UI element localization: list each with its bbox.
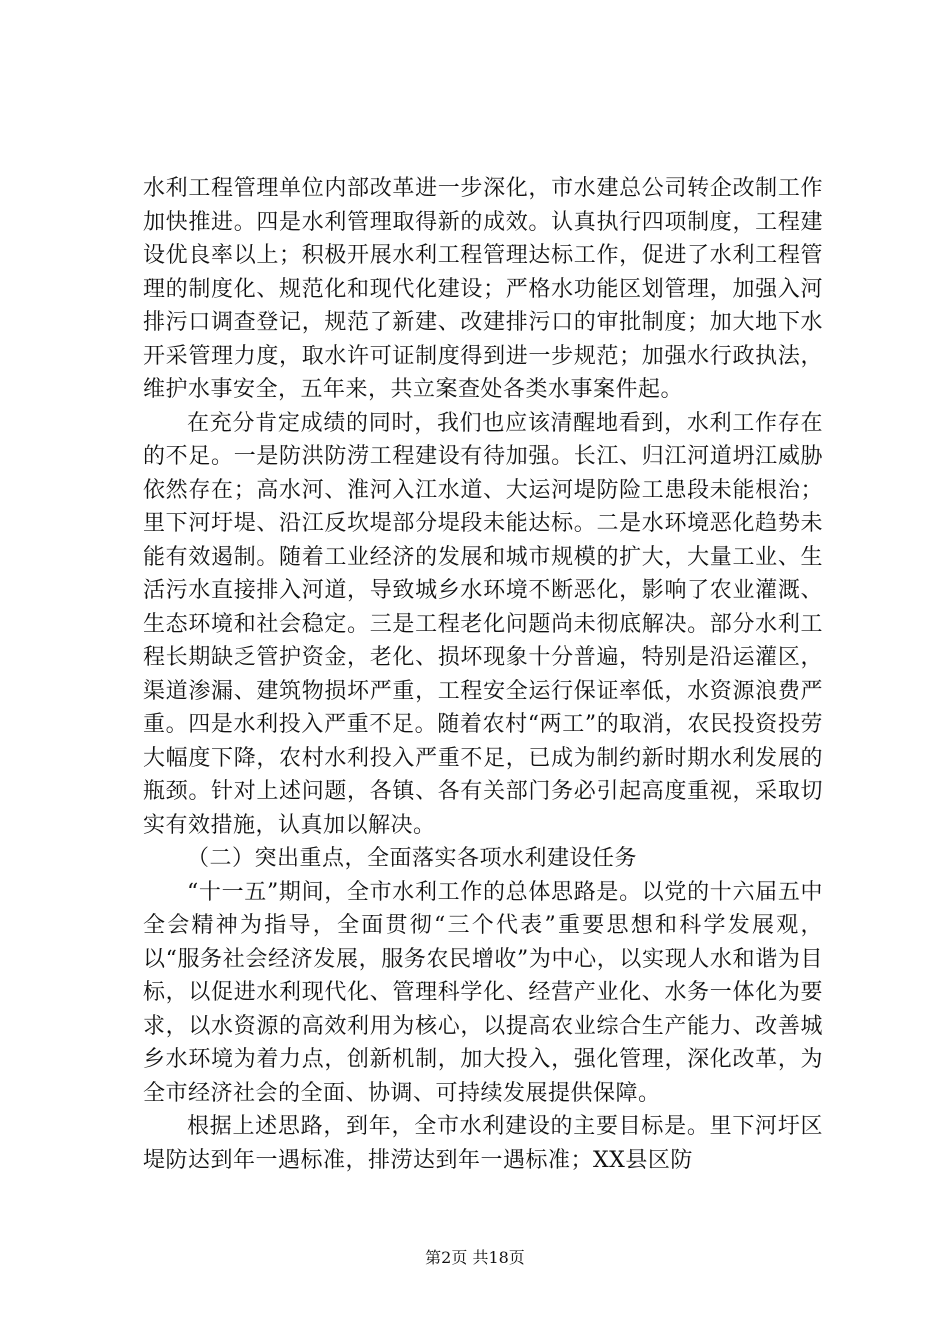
section-heading: （二）突出重点，全面落实各项水利建设任务 [187, 846, 638, 871]
paragraph-4: 根据上述思路，到年，全市水利建设的主要目标是。里下河圩区堤防达到年一遇标准，排涝达到年一遇标准；XX县区防 [143, 1114, 823, 1173]
document-body [143, 172, 823, 1177]
paragraph-3: “十一五”期间，全市水利工作的总体思路是。以党的十六届五中全会精神为指导，全面贯彻“三个代表”重要思想和科学发展观，以“服务社会经济发展，服务农民增收”为中心，以实现人水和谐为目标，以促进水利现代化、管理科学化、经营产业化、水务一体化为要求，以水资源的高效利用为核心，以提高农业综合生产能力、改善城乡水环境为着力点，创新机制，加大投入，强化管理，深化改革，为全市经济社会的全面、协调、可持续发展提供保障。 [143, 879, 823, 1106]
paragraph-2: 在充分肯定成绩的同时，我们也应该清醒地看到，水利工作存在的不足。一是防洪防涝工程建设有待加强。长江、归江河道坍江威胁依然存在；高水河、淮河入江水道、大运河堤防险工患段未能根治；里下河圩堤、沿江反坎堤部分堤段未能达标。二是水环境恶化趋势未能有效遏制。随着工业经济的发展和城市规模的扩大，大量工业、生活污水直接排入河道，导致城乡水环境不断恶化，影响了农业灌溉、生态环境和社会稳定。三是工程老化问题尚未彻底解决。部分水利工程长期缺乏管护资金，老化、损坏现象十分普遍，特别是沿运灌区，渠道渗漏、建筑物损坏严重，工程安全运行保证率低，水资源浪费严重。四是水利投入严重不足。随着农村“两工”的取消，农民投资投劳大幅度下降，农村水利投入严重不足，已成为制约新时期水利发展的瓶颈。针对上述问题，各镇、各有关部门务必引起高度重视，采取切实有效措施，认真加以解决。 [143, 410, 823, 838]
page-number-footer: 第2页 共18页 [425, 1248, 525, 1267]
paragraph-1: 水利工程管理单位内部改革进一步深化，市水建总公司转企改制工作加快推进。四是水利管理取得新的成效。认真执行四项制度，工程建设优良率以上；积极开展水利工程管理达标工作，促进了水利工程管理的制度化、规范化和现代化建设；严格水功能区划管理，加强入河排污口调查登记，规范了新建、改建排污口的审批制度；加大地下水开采管理力度，取水许可证制度得到进一步规范；加强水行政执法，维护水事安全，五年来，共立案查处各类水事案件起。 [143, 176, 823, 402]
